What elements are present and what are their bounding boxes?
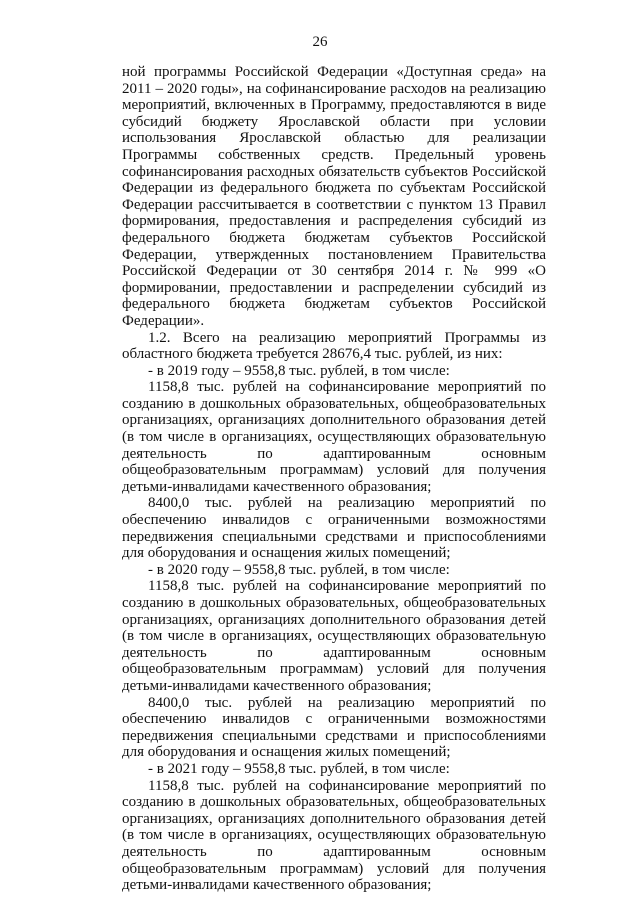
paragraph-year-2019: - в 2019 году – 9558,8 тыс. рублей, в том числе: [148,362,450,379]
paragraph-year-2020: - в 2020 году – 9558,8 тыс. рублей, в том числе: [148,561,450,578]
paragraph-2020-education: 1158,8 тыс. рублей на софинансирование мероприятий по созданию в дошкольных образовательных, общеобразовательных организациях, организациях дополнительного образования детей (в том числе в организациях, осуществляющих образовательную деятельность по адаптированным основным общеобразовательным программам) условий для получения детьми-инвалидами качественного образования; [122,578,546,694]
paragraph-2019-equipment: 8400,0 тыс. рублей на реализацию мероприятий по обеспечению инвалидов с ограниченными возможностями передвижения специальными средствами и приспособлениями для оборудования и оснащения жилых помещений; [122,495,546,562]
paragraph-2021-education: 1158,8 тыс. рублей на софинансирование мероприятий по созданию в дошкольных образовательных, общеобразовательных организациях, организациях дополнительного образования детей (в том числе в организациях, осуществляющих образовательную деятельность по адаптированным основным общеобразовательным программам) условий для получения детьми-инвалидами качественного образования; [122,777,546,894]
paragraph-total-budget: 1.2. Всего на реализацию мероприятий Программы из областного бюджета требуется 28676,4 тыс. рублей, из них: [122,329,546,363]
paragraph-2020-equipment: 8400,0 тыс. рублей на реализацию мероприятий по обеспечению инвалидов с ограниченными возможностями передвижения специальными средствами и приспособлениями для оборудования и оснащения жилых помещений; [122,694,546,761]
paragraph-year-2021: - в 2021 году – 9558,8 тыс. рублей, в том числе: [148,760,450,777]
paragraph-2019-education: 1158,8 тыс. рублей на софинансирование мероприятий по созданию в дошкольных образовательных, общеобразовательных организациях, организациях дополнительного образования детей (в том числе в организациях, осуществляющих образовательную деятельность по адаптированным основным общеобразовательным программам) условий для получения детьми-инвалидами качественного образования; [122,379,546,495]
paragraph-continuation: ной программы Российской Федерации «Доступная среда» на 2011 – 2020 годы», на софинансирование расходов на реализацию мероприятий, включенных в Программу, предоставляются в виде субсидий бюджету Ярославской области при условии использования Ярославской областью для реализации Программы собственных средств. Предельный уровень софинансирования расходных обязательств субъектов Российской Федерации из федерального бюджета по субъектам Российской Федерации рассчитывается в соответствии с пунктом 13 Правил формирования, предоставления и распределения субсидий из федерального бюджета бюджетам субъектов Российской Федерации, утвержденных постановлением Правительства Российской Федерации от 30 сентября 2014 г. № 999 «О формировании, предоставлении и распределении субсидий из федерального бюджета бюджетам субъектов Российской Федерации». [122,64,546,329]
document-body [122,64,546,894]
page-number: 26 [312,34,328,50]
